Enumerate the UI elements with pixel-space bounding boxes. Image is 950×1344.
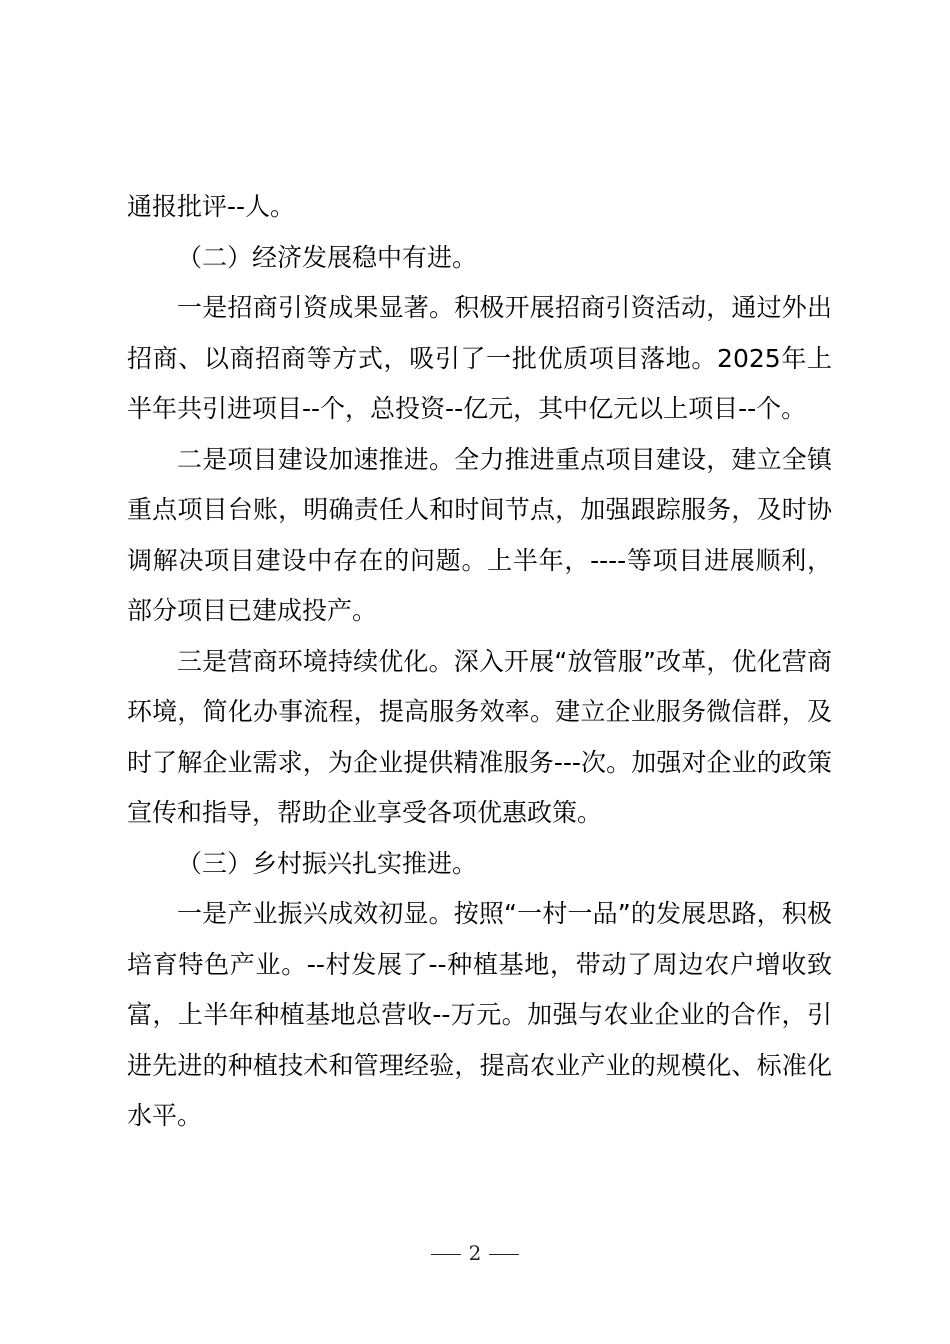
section-heading: （二）经济发展稳中有进。 xyxy=(177,242,478,272)
paragraph: 通报批评--人。 xyxy=(127,192,296,221)
paragraph: 一是招商引资成果显著。积极开展招商引资活动，通过外出招商、以商招商等方式，吸引了一批优质项目落地。2025年上半年共引进项目--个，总投资--亿元，其中亿元以上项目--个。 xyxy=(127,293,832,423)
footer-dash-right xyxy=(489,1254,519,1255)
paragraph: 一是产业振兴成效初显。按照“一村一品”的发展思路，积极培育特色产业。--村发展了--种植基地，带动了周边农户增收致富，上半年种植基地总营收--万元。加强与农业企业的合作，引进先进的种植技术和管理经验，提高农业产业的规模化、标准化水平。 xyxy=(127,899,832,1130)
paragraph: 二是项目建设加速推进。全力推进重点项目建设，建立全镇重点项目台账，明确责任人和时间节点，加强跟踪服务，及时协调解决项目建设中存在的问题。上半年，----等项目进展顺利，部分项目已建成投产。 xyxy=(127,444,832,625)
document-body xyxy=(127,182,832,1142)
footer-dash-left xyxy=(431,1254,461,1255)
section-heading: （三）乡村振兴扎实推进。 xyxy=(177,848,478,878)
page-number: 2 xyxy=(468,1241,482,1265)
paragraph: 三是营商环境持续优化。深入开展“放管服”改革，优化营商环境，简化办事流程，提高服务效率。建立企业服务微信群，及时了解企业需求，为企业提供精准服务---次。加强对企业的政策宣传和指导，帮助企业享受各项优惠政策。 xyxy=(127,646,832,827)
page-footer xyxy=(0,1239,950,1267)
